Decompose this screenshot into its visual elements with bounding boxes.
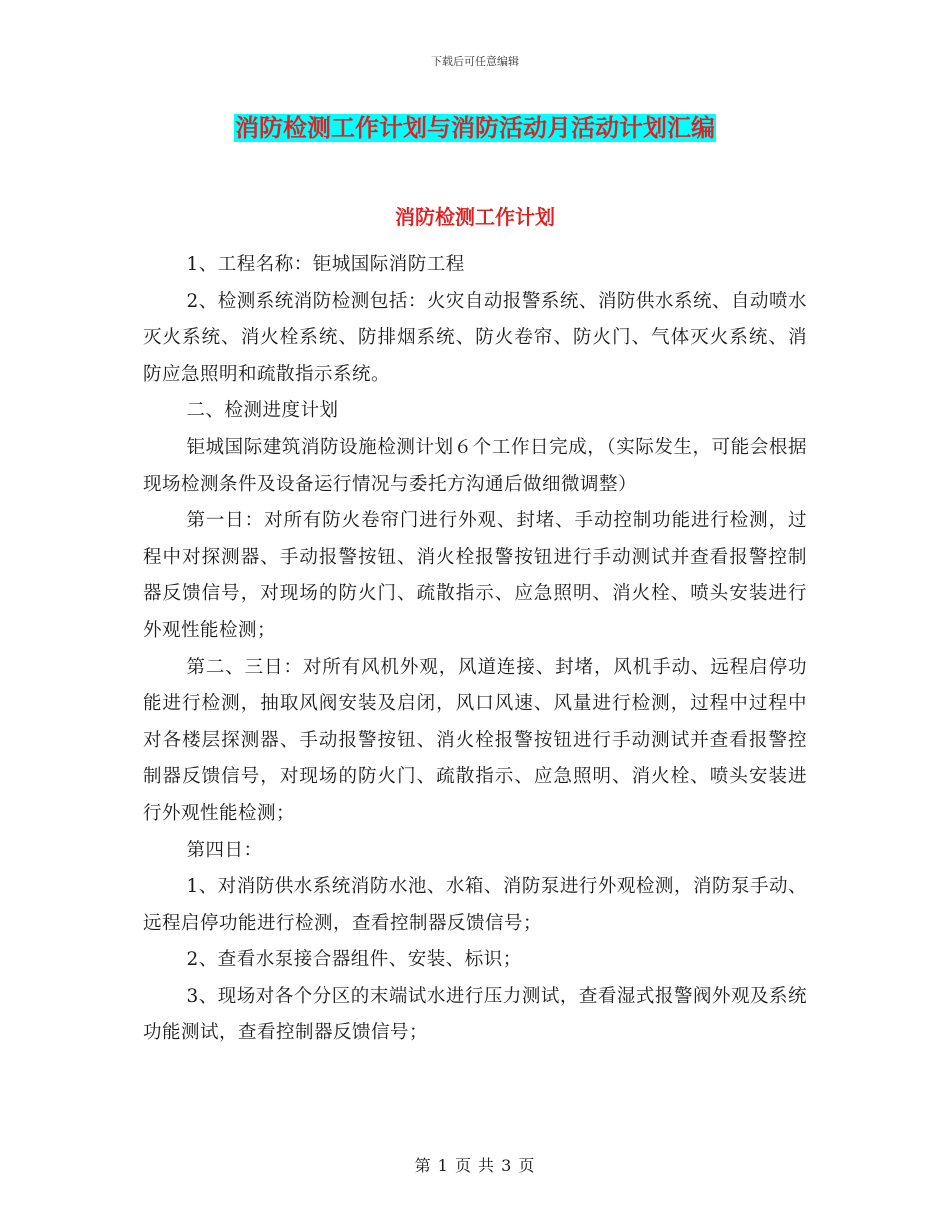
paragraph: 2、查看水泵接合器组件、安装、标识；: [186, 949, 522, 971]
paragraph: 第二、三日：对所有风机外观，风道连接、封堵，风机手动、远程启停功能进行检测，抽取风阀安装及启闭，风口风速、风量进行检测，过程中过程中对各楼层探测器、手动报警按钮、消火栓报警按钮进行手动测试并查看报警控制器反馈信号，对现场的防火门、疏散指示、应急照明、消火栓、喷头安装进行外观性能检测；: [143, 656, 807, 824]
paragraph: 第一日：对所有防火卷帘门进行外观、封堵、手动控制功能进行检测，过程中对探测器、手动报警按钮、消火栓报警按钮进行手动测试并查看报警控制器反馈信号，对现场的防火门、疏散指示、应急照明、消火栓、喷头安装进行外观性能检测；: [143, 510, 807, 641]
paragraph: 3、现场对各个分区的末端试水进行压力测试，查看湿式报警阀外观及系统功能测试，查看控制器反馈信号；: [143, 985, 807, 1044]
document-body: [143, 247, 807, 1052]
page-footer: 第 1 页 共 3 页: [414, 1156, 536, 1175]
paragraph: 二、检测进度计划: [186, 400, 339, 422]
document-title-text: 消防检测工作计划与消防活动月活动计划汇编: [235, 114, 715, 142]
document-title: [0, 113, 950, 143]
paragraph: 第四日：: [186, 839, 263, 861]
paragraph: 1、工程名称：钜城国际消防工程: [186, 254, 465, 275]
paragraph: 2、检测系统消防检测包括：火灾自动报警系统、消防供水系统、自动喷水灭火系统、消火栓系统、防排烟系统、防火卷帘、防火门、气体灭火系统、消防应急照明和疏散指示系统。: [143, 290, 807, 385]
section-title: 消防检测工作计划: [395, 205, 555, 229]
paragraph: 1、对消防供水系统消防水池、水箱、消防泵进行外观检测，消防泵手动、远程启停功能进行检测，查看控制器反馈信号；: [143, 876, 807, 934]
header-note: 下载后可任意编辑: [431, 55, 519, 68]
paragraph: 钜城国际建筑消防设施检测计划６个工作日完成，（实际发生，可能会根据现场检测条件及设备运行情况与委托方沟通后做细微调整）: [143, 436, 807, 495]
